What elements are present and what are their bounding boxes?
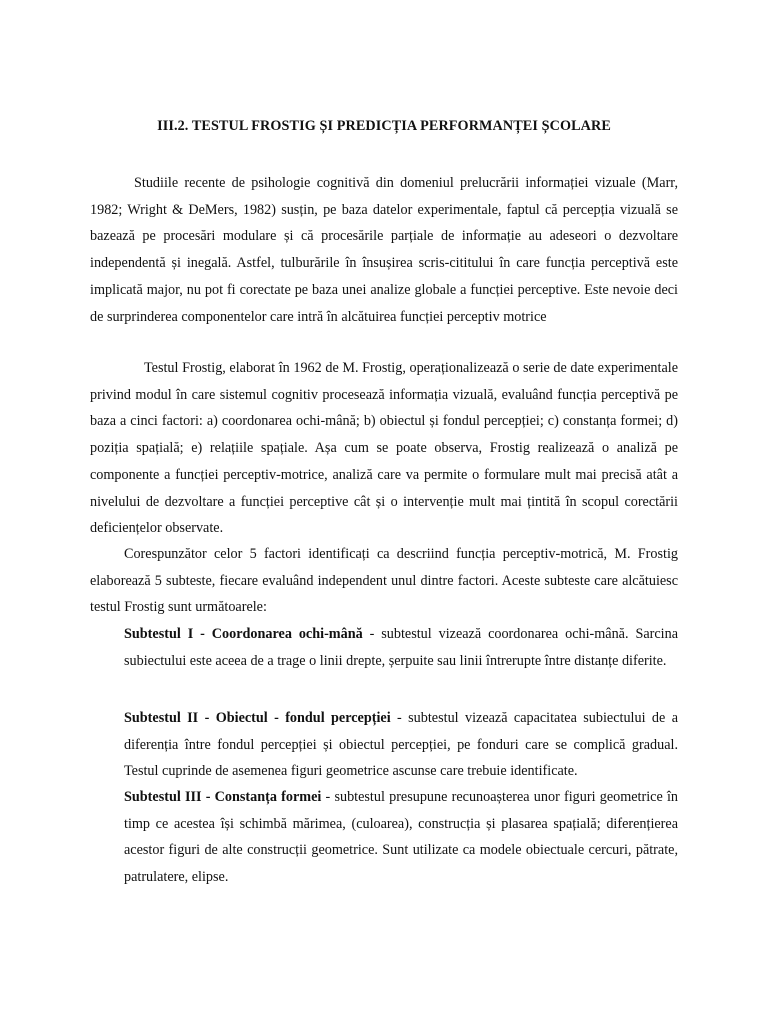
paragraph-frostig-text: Testul Frostig, elaborat în 1962 de M. Frostig, operaționalizează o serie de date experimentale privind modul în care sistemul cognitiv procesează informația vizuală, evaluând funcția perceptivă pe baza a cinci factori: a) coordonarea ochi-mână; b) obiectul și fondul percepției; c) constanța formei; d) poziția spațială; e) relațiile spațiale. Așa cum se poate observa, Frostig realizează o analiză pe componente a funcției perceptiv-motrice, analiză care va permite o formulare mult mai precisă atât a nivelului de dezvoltare a funcției perceptive cât și o intervenție mult mai țintită în scopul corectării deficiențelor observate. (90, 360, 678, 537)
section-title: III.2. TESTUL FROSTIG ȘI PREDICȚIA PERFORMANȚEI ȘCOLARE (157, 118, 611, 134)
subtest-item (124, 784, 678, 891)
subtest-item (124, 705, 678, 785)
subtest-label: Subtestul III - Constanța formei (124, 789, 322, 805)
paragraph-frostig (90, 355, 678, 542)
subtest-text: - subtestul presupune recunoașterea unor figuri geometrice în timp ce acestea își schimbă mărimea, (culoarea), construcția și plasarea spațială; diferențierea acestor figuri de alte construcții geometrice. Sunt utilizate ca modele obiectuale cercuri, pătrate, patrulatere, elipse. (124, 789, 678, 886)
subtest-label: Subtestul I - Coordonarea ochi-mână (124, 626, 363, 642)
paragraph-subtests-intro (90, 541, 678, 621)
paragraph-subtests-intro-text: Corespunzător celor 5 factori identificați ca descriind funcția perceptiv-motrică, M. Frostig elaborează 5 subteste, fiecare evaluând independent unul dintre factori. Aceste subteste care alcătuiesc testul Frostig sunt următoarele: (90, 546, 678, 616)
subtest-text: - subtestul vizează capacitatea subiectului de a diferenția între fondul percepției și obiectul percepției, pe fonduri care se complică gradual. Testul cuprinde de asemenea figuri geometrice ascunse care trebuie identificate. (124, 710, 678, 780)
subtest-label: Subtestul II - Obiectul - fondul percepției (124, 710, 391, 726)
subtest-text: - subtestul vizează coordonarea ochi-mână. Sarcina subiectului este aceea de a trage o linii drepte, șerpuite sau linii întrerupte între distanțe diferite. (124, 626, 678, 669)
paragraph-intro-text: Studiile recente de psihologie cognitivă din domeniul prelucrării informației vizuale (Marr, 1982; Wright & DeMers, 1982) susțin, pe baza datelor experimentale, faptul că percepția vizuală se bazează pe procesări modulare și că procesările parțiale de informație au adeseori o dezvoltare independentă și inegală. Astfel, tulburările în însușirea scris-cititului în care funcția perceptivă este implicată major, nu pot fi corectate pe baza unei analize globale a funcției perceptive. Este nevoie deci de surprinderea componentelor care intră în alcătuirea funcției perceptiv motrice (90, 175, 678, 325)
subtest-item (124, 621, 678, 674)
paragraph-intro (90, 170, 678, 330)
